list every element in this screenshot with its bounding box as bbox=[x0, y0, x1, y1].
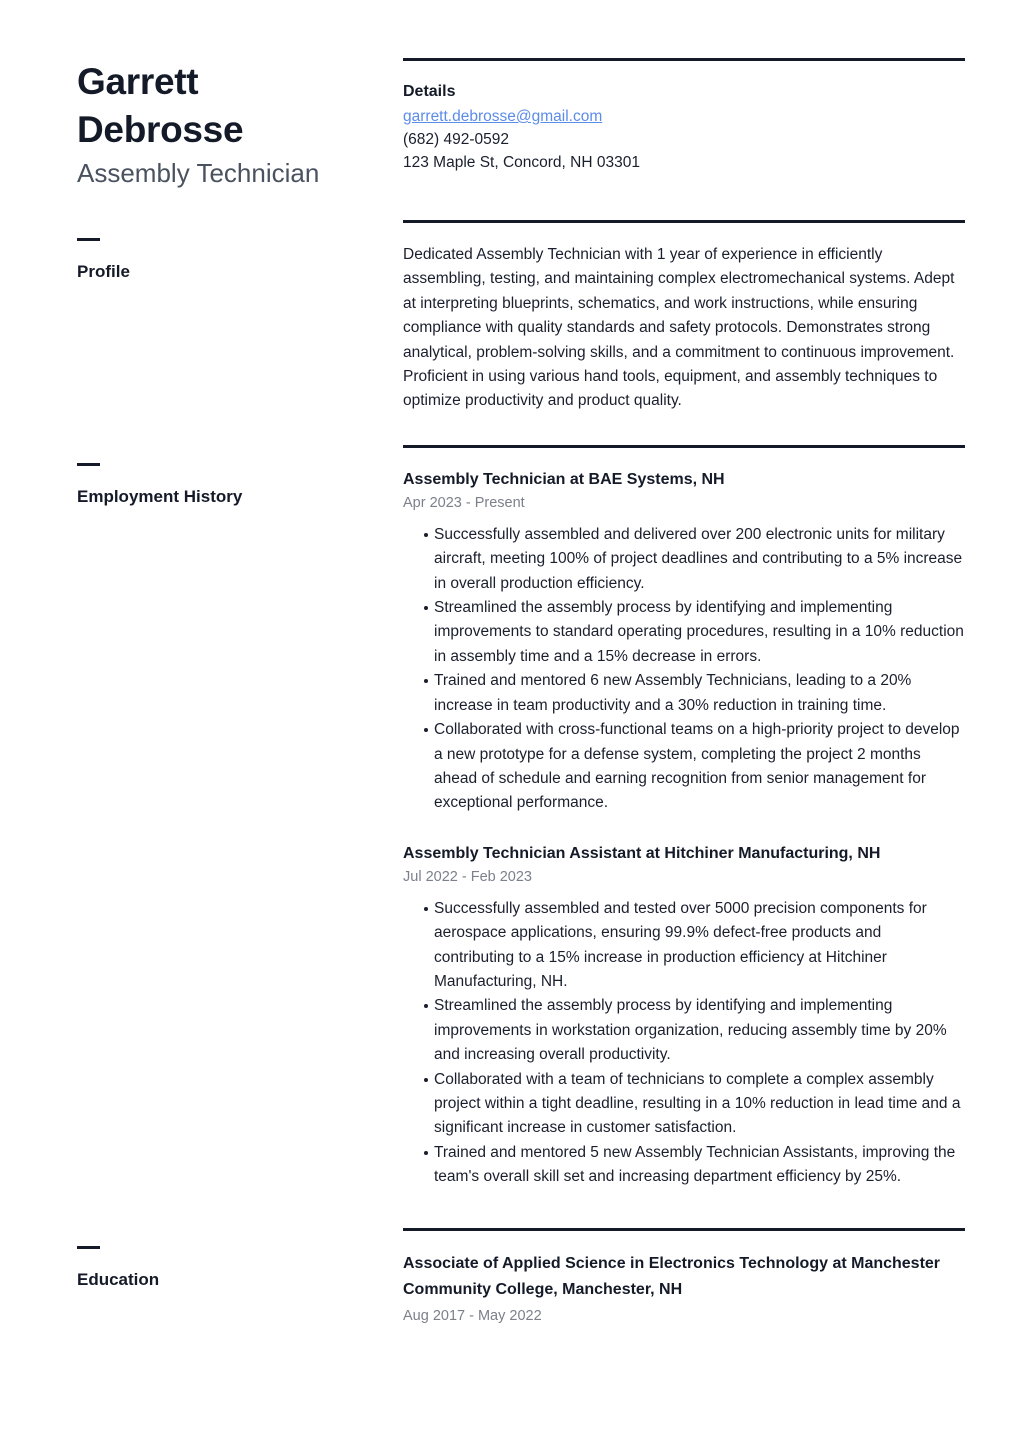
profile-section bbox=[0, 220, 1024, 414]
employment-entry bbox=[403, 842, 965, 1190]
dash-marker-icon bbox=[77, 463, 100, 466]
employment-dates: Jul 2022 - Feb 2023 bbox=[403, 868, 532, 885]
section-label-education: Education bbox=[77, 1269, 160, 1289]
employment-title: Assembly Technician Assistant at Hitchiner Manufacturing, NH bbox=[403, 844, 881, 862]
employment-dates: Apr 2023 - Present bbox=[403, 494, 525, 511]
employment-bullet-list bbox=[403, 897, 965, 1190]
details-heading: Details bbox=[403, 83, 456, 100]
education-content bbox=[403, 1228, 965, 1327]
job-title: Assembly Technician bbox=[77, 158, 320, 188]
header-identity bbox=[77, 58, 403, 190]
list-item: Successfully assembled and delivered over 200 electronic units for military aircraft, meeting 100% of project deadlines and contributing to a 5% increase in overall production efficiency. bbox=[403, 523, 965, 596]
list-item: Trained and mentored 6 new Assembly Technicians, leading to a 20% increase in team productivity and a 30% reduction in training time. bbox=[403, 669, 965, 718]
employment-content bbox=[403, 445, 965, 1190]
page-title bbox=[77, 58, 379, 154]
employment-section bbox=[0, 445, 1024, 1190]
education-title: Associate of Applied Science in Electronics Technology at Manchester Community College, Manchester, NH bbox=[403, 1254, 941, 1298]
list-item: Collaborated with a team of technicians to complete a complex assembly project within a tight deadline, resulting in a 10% reduction in lead time and a significant increase in customer satisfaction. bbox=[403, 1068, 965, 1141]
employment-gap bbox=[403, 448, 965, 468]
dash-marker-icon bbox=[77, 238, 100, 241]
first-name: Garrett bbox=[77, 61, 199, 102]
dash-marker-icon bbox=[77, 1246, 100, 1249]
list-item: Collaborated with cross-functional teams on a high-priority project to develop a new prototype for a defense system, completing the project 2 months ahead of schedule and earning recognition from senior management for exceptional performance. bbox=[403, 718, 965, 816]
employment-title: Assembly Technician at BAE Systems, NH bbox=[403, 470, 725, 488]
profile-label-spacer bbox=[77, 220, 379, 283]
section-label-profile: Profile bbox=[77, 262, 130, 281]
list-item: Streamlined the assembly process by identifying and implementing improvements to standard operating procedures, resulting in a 10% reduction in assembly time and a 15% decrease in errors. bbox=[403, 596, 965, 669]
education-dates: Aug 2017 - May 2022 bbox=[403, 1307, 542, 1324]
education-entry bbox=[403, 1251, 965, 1327]
employment-bullet-list bbox=[403, 523, 965, 816]
education-label-wrap bbox=[77, 1228, 403, 1291]
list-item: Successfully assembled and tested over 5000 precision components for aerospace applications, ensuring 99.9% defect-free products and contributing to a 15% increase in production efficiency at Hitchiner Manufacturing, NH. bbox=[403, 897, 965, 995]
list-item: Streamlined the assembly process by identifying and implementing improvements in workstation organization, reducing assembly time by 20% and increasing overall productivity. bbox=[403, 994, 965, 1067]
education-list bbox=[403, 1251, 965, 1327]
education-section bbox=[0, 1228, 1024, 1327]
last-name: Debrosse bbox=[77, 109, 244, 150]
section-label-employment: Employment History bbox=[77, 486, 243, 506]
header-section bbox=[0, 0, 1024, 190]
details-email-line bbox=[403, 105, 965, 128]
details-address: 123 Maple St, Concord, NH 03301 bbox=[403, 154, 640, 171]
employment-label-spacer bbox=[77, 445, 379, 508]
employment-label-wrap bbox=[77, 445, 403, 508]
profile-text: Dedicated Assembly Technician with 1 year of experience in efficiently assembling, testing, and maintaining complex electromechanical systems. Adept at interpreting blueprints, schematics, and work instructions, while ensuring compliance with quality standards and safety protocols. Demonstrates strong analytical, problem-solving skills, and a commitment to continuous improvement. Proficient in using various hand tools, equipment, and assembly techniques to optimize productivity and product quality. bbox=[403, 246, 955, 410]
list-item: Trained and mentored 5 new Assembly Technician Assistants, improving the team's overall skill set and increasing department efficiency by 25%. bbox=[403, 1141, 965, 1190]
details-phone: (682) 492-0592 bbox=[403, 131, 509, 148]
education-gap bbox=[403, 1231, 965, 1251]
profile-gap bbox=[403, 223, 965, 243]
details-divider bbox=[403, 58, 965, 61]
profile-label-wrap bbox=[77, 220, 403, 283]
employment-list bbox=[403, 468, 965, 1190]
email-link[interactable]: garrett.debrosse@gmail.com bbox=[403, 108, 603, 125]
profile-content bbox=[403, 220, 965, 414]
details-block bbox=[403, 58, 965, 174]
employment-entry bbox=[403, 468, 965, 816]
education-label-spacer bbox=[77, 1228, 379, 1291]
